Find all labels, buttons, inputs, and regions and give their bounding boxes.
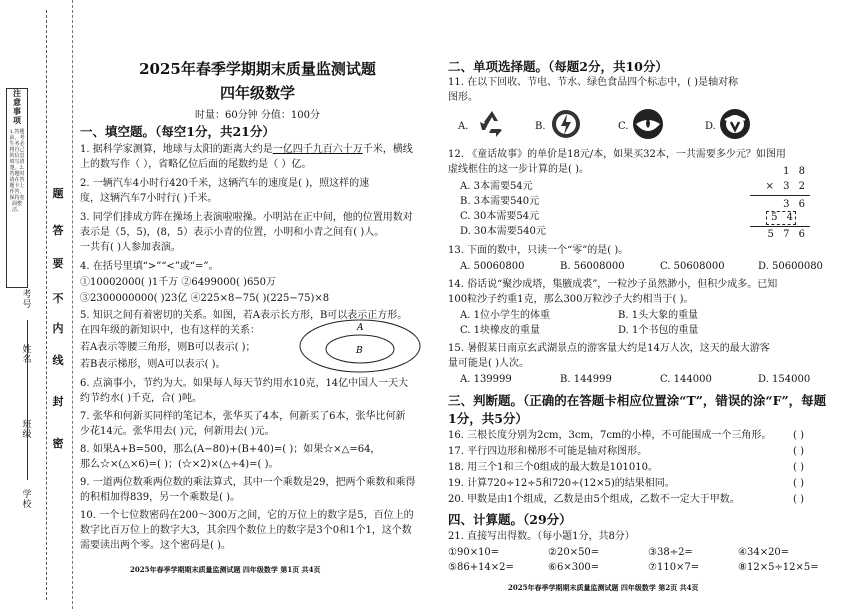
calc-multiplier: × 3 2 — [765, 181, 808, 192]
q1-text-b: 千米，横线 — [362, 144, 413, 155]
q7-line2: 少花14元。张华用去( )元，何新用去( )元。 — [80, 426, 275, 437]
q13-option-b: B. 56008000 — [560, 261, 625, 272]
judge-16-paren: ( ) — [793, 430, 804, 441]
calc-rule-2 — [750, 226, 810, 227]
seal-line — [46, 10, 47, 600]
right-footer: 2025年春季学期期末质量监测试题 四年级数学 第2页 共4页 — [508, 583, 699, 592]
set-diagram — [298, 318, 423, 374]
judge-18-paren: ( ) — [793, 462, 804, 473]
q2-line2: 度，这辆汽车7小时行( )千米。 — [80, 193, 218, 204]
set-b-label: B — [356, 346, 363, 356]
q15-line2: 量可能是( )人次。 — [448, 358, 529, 369]
q15-option-d: D. 154000 — [758, 374, 811, 385]
q4-row2: ③2300000000( )23亿 ④225×8−75( )(225−75)×8 — [80, 293, 330, 304]
power-save-icon — [550, 108, 582, 140]
q8-line1: 8. 如果A+B=500，那么(A−80)+(B+40)=( )；如果☆×△=64， — [80, 444, 381, 455]
q7-line1: 7. 张华和何新买同样的笔记本，张华买了4本，何新买了6本，张华比何新 — [80, 411, 406, 422]
q1-text-a: 1. 据科学家测算，地球与太阳的距离大约是 — [80, 144, 273, 155]
q15-option-b: B. 144999 — [560, 374, 612, 385]
q10-line3: 需要读出两个零。这个密码是( )。 — [80, 540, 231, 551]
q12-line1: 12. 《童话故事》的单价是18元/本，如果买32本，一共需要多少元？如图用 — [448, 149, 786, 160]
seal-char-4: 内 — [52, 322, 64, 335]
q6-line1: 6. 点滴事小，节约为大。如果每人每天节约用水10克，14亿中国人一天大 — [80, 378, 409, 389]
q9-line2: 的积相加得839，另一个乘数是( )。 — [80, 492, 241, 503]
seal-char-6: 要 — [52, 257, 64, 270]
q6-line2: 约节约水( )千克，合( )吨。 — [80, 393, 202, 404]
judge-18: 18. 用三个1和三个0组成的最大数是101010。 — [448, 462, 658, 473]
q11-option-b: B. — [535, 121, 546, 132]
exam-subtitle: 四年级数学 — [219, 84, 295, 102]
notice-title: 注意事项 — [13, 88, 21, 125]
section-judge-line2: 1分，共5分） — [448, 411, 528, 426]
q5-line4: 若B表示梯形，则A可以表示( )。 — [80, 359, 226, 370]
calc-partial-1: 3 6 — [783, 199, 808, 210]
seal-char-3: 线 — [52, 354, 64, 367]
q1-line2: 上的数写作（ ），省略亿位后面的尾数约是（ ）亿。 — [80, 159, 312, 170]
judge-20-paren: ( ) — [793, 494, 804, 505]
calc-8: ⑧12×5÷12×5= — [738, 562, 819, 573]
judge-17: 17. 平行四边形和梯形不可能是轴对称图形。 — [448, 446, 648, 457]
calc-3: ③38÷2= — [648, 547, 693, 558]
judge-20: 20. 甲数是由1个组成，乙数是由5个组成，乙数不一定大于甲数。 — [448, 494, 740, 505]
judge-17-paren: ( ) — [793, 446, 804, 457]
judge-19-paren: ( ) — [793, 478, 804, 489]
calc-product: 5 7 6 — [767, 229, 808, 240]
q1-line1 — [80, 143, 413, 156]
q1-underlined: 一亿四千九百六十万 — [272, 144, 363, 155]
q14-line2: 100粒沙子约重1克，那么300万粒沙子大约相当于( )。 — [448, 294, 694, 305]
seal-char-5: 不 — [52, 292, 64, 305]
calc-rule-1 — [750, 195, 810, 196]
calc-6: ⑥6×300= — [548, 562, 600, 573]
q10-line2: 数字比百万位上的数字大3，其余四个数位上的数字是3个0和1个1，这个数 — [80, 525, 412, 536]
q13-option-d: D. 50600080 — [758, 261, 823, 272]
q15-option-c: C. 144000 — [660, 374, 712, 385]
q3-line2: 表示是（5，5)，(8，5）表示小青的位置，小明和小青之间有( )人。 — [80, 227, 385, 238]
q13-option-a: A. 50060800 — [460, 261, 525, 272]
left-footer: 2025年春季学期期末质量监测试题 四年级数学 第1页 共4页 — [130, 565, 321, 574]
judge-19: 19. 计算720÷12÷5和720÷(12×5)的结果相同。 — [448, 478, 675, 489]
exam-title: 2025年春季学期期末质量监测试题 — [139, 60, 376, 78]
q13-option-c: C. 50608000 — [660, 261, 725, 272]
seal-char-8: 题 — [52, 187, 64, 200]
q8-line2: 那么☆×(△×6)=( )；(☆×2)×(△÷4)=( )。 — [80, 459, 279, 470]
q3-line1: 3. 同学们排成方阵在操场上表演啦啦操。小明站在正中间，他的位置用数对 — [80, 212, 413, 223]
section-fill-blank: 一、填空题。（每空1分，共21分） — [80, 124, 275, 139]
school-line — [27, 320, 28, 480]
calc-1: ①90×10= — [448, 547, 500, 558]
calc-multiplicand: 1 8 — [783, 166, 808, 177]
label-class: 班级 — [22, 420, 32, 440]
set-a-label: A — [357, 323, 364, 333]
section-calc: 四、计算题。（29分） — [448, 512, 572, 527]
q9-line1: 9. 一道两位数乘两位数的乘法算式，其中一个乘数是29，把两个乘数和乘得 — [80, 477, 416, 488]
calc-dashed-box — [766, 211, 796, 225]
calc-5: ⑤86+14×2= — [448, 562, 514, 573]
q12-option-a: A. 3本需要54元 — [460, 181, 533, 192]
water-save-icon — [632, 108, 664, 140]
q14-option-b: B. 1头大象的重量 — [618, 310, 699, 321]
q5-line1: 5. 知识之间有着密切的关系。如图，若A表示长方形，B可以表示正方形。 — [80, 310, 408, 321]
label-id: 考号 — [22, 290, 32, 310]
q12-option-c: C. 30本需要54元 — [460, 211, 540, 222]
q14-option-a: A. 1位小学生的体重 — [460, 310, 550, 321]
q2-line1: 2. 一辆汽车4小时行420千米，这辆汽车的速度是( )，照这样的速 — [80, 178, 370, 189]
section-choice: 二、单项选择题。（每题2分，共10分） — [448, 59, 668, 74]
label-school: 学校 — [22, 490, 32, 510]
calc-4: ④34×20= — [738, 547, 790, 558]
q5-line3: 若A表示等腰三角形，则B可以表示( )； — [80, 342, 256, 353]
green-food-icon — [719, 108, 751, 140]
calc-partial-2: 5 4 — [771, 212, 796, 223]
q11-option-d: D. — [705, 121, 716, 132]
q11-option-a: A. — [458, 121, 469, 132]
seal-char-2: 封 — [52, 395, 64, 408]
seal-char-1: 密 — [52, 437, 64, 450]
q12-line2: 虚线框住的这一步计算的是( )。 — [448, 164, 589, 175]
seal-char-7: 答 — [52, 224, 64, 237]
q4-line1: 4. 在括号里填“>”“<”或“=”。 — [80, 261, 219, 272]
q11-line1: 11. 在以下回收、节电、节水、绿色食品四个标志中，( )是轴对称 — [448, 77, 739, 88]
q14-line1: 14. 俗话说“聚沙成塔，集腋成裘”，一粒沙子虽然渺小，但积少成多。已知 — [448, 279, 778, 290]
recycle-icon — [476, 108, 508, 140]
notice-box — [6, 88, 28, 288]
q5-line2: 在四年级的新知识中，也有这样的关系： — [80, 325, 260, 336]
judge-16: 16. 三根长度分别为2cm，3cm，7cm的小棒，不可能围成一个三角形。 — [448, 430, 772, 441]
binding-strip — [0, 0, 73, 609]
q21-line: 21. 直接写出得数。（每小题1分，共8分） — [448, 531, 635, 542]
q15-option-a: A. 139999 — [460, 374, 512, 385]
calc-7: ⑦110×7= — [648, 562, 700, 573]
label-name: 姓名 — [22, 345, 32, 365]
q10-line1: 10. 一个七位数密码在200～300万之间，它的万位上的数字是5，百位上的 — [80, 510, 414, 521]
q12-option-d: D. 30本需要540元 — [460, 226, 546, 237]
calc-2: ②20×50= — [548, 547, 600, 558]
q11-line2: 图形。 — [448, 92, 478, 103]
q14-option-c: C. 1块橡皮的重量 — [460, 325, 541, 336]
q14-option-d: D. 1个书包的重量 — [618, 325, 699, 336]
q12-option-b: B. 3本需要540元 — [460, 196, 540, 207]
q4-row1: ①10002000( )1千万 ②6499000( )650万 — [80, 277, 277, 288]
notice-text: 1.答题前，考生务必将自己的信息填写清楚。2.答题时请在答题卡上作答，保持卷面整洁。 — [9, 129, 25, 213]
q15-line1: 15. 暑假某日南京玄武湖景点的游客量大约是14万人次，这天的最大游客 — [448, 343, 770, 354]
q13-line1: 13. 下面的数中，只读一个“零”的是( )。 — [448, 245, 629, 256]
exam-meta: 时量：60分钟 分值：100分 — [195, 110, 320, 121]
q3-line3: 一共有( )人参加表演。 — [80, 242, 181, 253]
section-judge-line1: 三、判断题。（正确的在答题卡相应位置涂“T”，错误的涂“F”，每题 — [448, 393, 827, 408]
q11-option-c: C. — [618, 121, 629, 132]
